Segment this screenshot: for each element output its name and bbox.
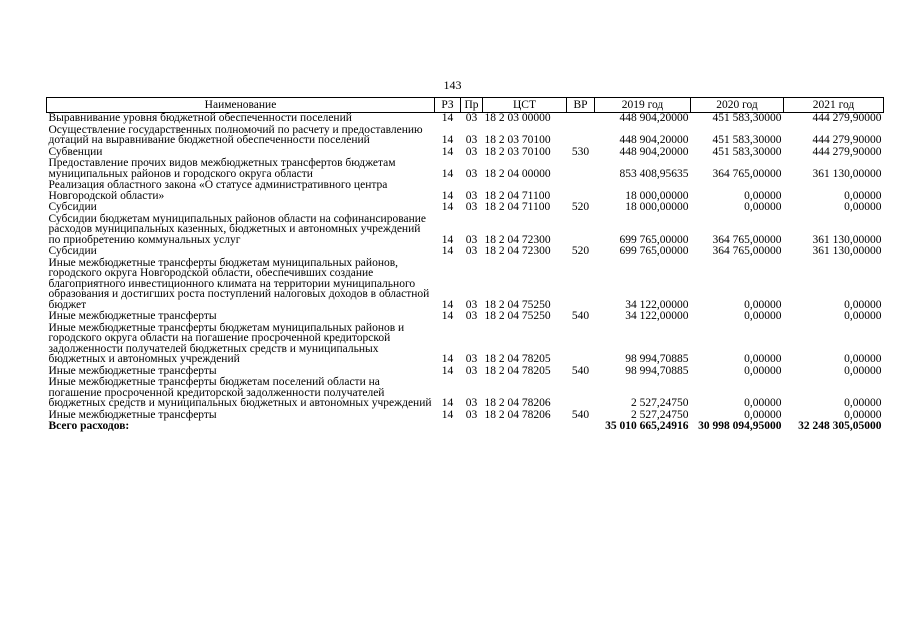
cell-vr: 540 — [571, 408, 590, 421]
budget-table — [46, 97, 884, 433]
cell-pr: 03 — [465, 201, 478, 213]
cell-2020: 451 583,30000 — [712, 134, 782, 146]
cell-2019: 853 408,95635 — [619, 167, 689, 180]
cell-2021: 444 279,90000 — [812, 145, 882, 158]
cell-pr: 03 — [465, 233, 478, 246]
cell-2021: 0,00000 — [844, 310, 882, 322]
cell-2019: 448 904,20000 — [619, 112, 689, 124]
cell-pr: 03 — [465, 408, 478, 421]
cell-2021: 444 279,90000 — [812, 112, 882, 124]
cell-cst: 18 2 04 78205 — [484, 364, 551, 377]
cell-2019: 448 904,20000 — [619, 145, 689, 158]
cell-name: Иные межбюджетные трансферты бюджетам муниципальных районов, городского округа Новгородской области, обеспечивших создание благоприятного инвестиционного климата на территории муниципального образования и достигших роста поступлений налоговых доходов в областной бюджет — [48, 256, 430, 311]
cell-vr — [567, 323, 595, 366]
cell-cst: 18 2 03 70100 — [484, 134, 551, 146]
cell-cst: 18 2 04 78205 — [484, 353, 551, 365]
cell-2021: 0,00000 — [844, 353, 882, 365]
total-2020: 30 998 094,95000 — [698, 420, 782, 432]
cell-vr: 540 — [571, 364, 590, 377]
cell-2021: 0,00000 — [844, 364, 882, 377]
cell-cst: 18 2 04 00000 — [484, 167, 551, 180]
cell-cst: 18 2 03 00000 — [484, 112, 551, 124]
cell-2019: 98 994,70885 — [625, 353, 689, 365]
total-2019: 35 010 665,24916 — [605, 420, 689, 432]
cell-vr: 530 — [571, 145, 590, 158]
header-2020: 2020 год — [691, 98, 784, 113]
cell-2021: 0,00000 — [844, 201, 882, 213]
cell-2019: 98 994,70885 — [625, 364, 689, 377]
cell-cst: 18 2 04 72300 — [484, 233, 551, 246]
cell-pr: 03 — [465, 310, 478, 322]
cell-pr: 03 — [465, 245, 478, 257]
cell-2020: 0,00000 — [744, 189, 782, 202]
cell-cst: 18 2 04 72300 — [484, 245, 551, 257]
cell-2020: 0,00000 — [744, 201, 782, 213]
cell-name: Выравнивание уровня бюджетной обеспеченности поселений — [48, 112, 352, 124]
cell-name: Иные межбюджетные трансферты — [48, 310, 217, 322]
cell-cst: 18 2 04 75250 — [484, 298, 551, 311]
cell-name: Иные межбюджетные трансферты бюджетам муниципальных районов и городского округа области на погашение просроченной кредиторской задолженности получателей бюджетных средств и муниципальных бюджетных и автономных учреждений — [48, 321, 405, 365]
cell-pr: 03 — [465, 145, 478, 158]
cell-vr: 520 — [571, 245, 590, 257]
total-2021: 32 248 305,05000 — [798, 420, 882, 432]
cell-vr — [567, 258, 595, 312]
cell-vr: 540 — [571, 310, 590, 322]
cell-2021: 0,00000 — [844, 189, 882, 202]
cell-vr — [567, 214, 595, 247]
cell-rz: 14 — [441, 233, 454, 246]
cell-2019: 2 527,24750 — [631, 408, 689, 421]
cell-2019: 34 122,00000 — [625, 310, 689, 322]
header-2021: 2021 год — [784, 98, 884, 113]
cell-name: Субвенции — [48, 145, 103, 158]
cell-2020: 0,00000 — [744, 364, 782, 377]
cell-name: Иные межбюджетные трансферты — [48, 364, 217, 377]
cell-rz: 14 — [441, 134, 454, 146]
cell-2019: 448 904,20000 — [619, 134, 689, 146]
cell-cst: 18 2 04 78206 — [484, 408, 551, 421]
cell-2020: 0,00000 — [744, 353, 782, 365]
cell-name: Реализация областного закона «О статусе административного центра Новгородской области» — [48, 179, 388, 202]
header-cst: ЦСТ — [483, 98, 567, 113]
cell-rz: 14 — [441, 189, 454, 202]
header-2019: 2019 год — [595, 98, 691, 113]
cell-2020: 364 765,00000 — [712, 245, 782, 257]
table-row — [47, 214, 884, 247]
cell-2020: 364 765,00000 — [712, 233, 782, 246]
cell-vr — [567, 158, 595, 180]
cell-2019: 18 000,00000 — [625, 201, 689, 213]
cell-rz: 14 — [441, 310, 454, 322]
cell-2019: 699 765,00000 — [619, 245, 689, 257]
cell-pr: 03 — [465, 112, 478, 124]
cell-rz: 14 — [441, 167, 454, 180]
cell-name: Субсидии — [48, 201, 97, 213]
cell-pr: 03 — [465, 298, 478, 311]
table-row — [47, 377, 884, 410]
cell-2020: 0,00000 — [744, 310, 782, 322]
table-row — [47, 158, 884, 180]
table-row — [47, 246, 884, 258]
cell-rz: 14 — [441, 298, 454, 311]
cell-2020: 451 583,30000 — [712, 112, 782, 124]
header-rz: РЗ — [435, 98, 461, 113]
cell-pr: 03 — [465, 189, 478, 202]
cell-cst: 18 2 04 71100 — [484, 201, 551, 213]
cell-vr — [567, 125, 595, 147]
cell-vr — [567, 113, 595, 125]
cell-rz: 14 — [441, 353, 454, 365]
table-header-row — [47, 98, 884, 113]
cell-cst: 18 2 04 75250 — [484, 310, 551, 322]
cell-name: Предоставление прочих видов межбюджетных трансфертов бюджетам муниципальных районов и городского округа области — [48, 157, 396, 180]
cell-2021: 0,00000 — [844, 397, 882, 409]
cell-2021: 361 130,00000 — [812, 245, 882, 257]
table-body — [47, 113, 884, 433]
cell-rz: 14 — [441, 397, 454, 409]
cell-pr: 03 — [465, 167, 478, 180]
cell-2021: 0,00000 — [844, 408, 882, 421]
header-pr: Пр — [461, 98, 483, 113]
cell-2021: 361 130,00000 — [812, 167, 882, 180]
cell-name: Осуществление государственных полномочий по расчету и предоставлению дотаций на выравнивание бюджетной обеспеченности поселений — [48, 123, 423, 146]
table-row — [47, 180, 884, 202]
page-number: 143 — [443, 78, 462, 92]
header-name: Наименование — [47, 98, 435, 113]
cell-rz: 14 — [441, 145, 454, 158]
cell-name: Субсидии бюджетам муниципальных районов области на софинансирование расходов муниципальных казенных, бюджетных и автономных учреждений по приобретению коммунальных услуг — [48, 212, 426, 246]
table-row — [47, 311, 884, 323]
cell-name: Иные межбюджетные трансферты бюджетам поселений области на погашение просроченной кредиторской задолженности получателей бюджетных средств и муниципальных бюджетных и автономных учреждений — [48, 376, 432, 409]
cell-2019: 2 527,24750 — [631, 397, 689, 409]
cell-2020: 451 583,30000 — [712, 145, 782, 158]
cell-vr — [567, 180, 595, 202]
cell-rz: 14 — [441, 245, 454, 257]
cell-name: Иные межбюджетные трансферты — [48, 408, 217, 421]
table-row — [47, 258, 884, 312]
table-row — [47, 125, 884, 147]
cell-cst: 18 2 04 78206 — [484, 397, 551, 409]
cell-rz: 14 — [441, 364, 454, 377]
cell-vr: 520 — [571, 201, 590, 213]
cell-rz: 14 — [441, 112, 454, 124]
cell-pr: 03 — [465, 134, 478, 146]
header-vr: ВР — [567, 98, 595, 113]
cell-pr: 03 — [465, 364, 478, 377]
cell-2019: 699 765,00000 — [619, 233, 689, 246]
table-row — [47, 323, 884, 366]
cell-rz: 14 — [441, 201, 454, 213]
cell-2020: 0,00000 — [744, 408, 782, 421]
cell-2021: 444 279,90000 — [812, 134, 882, 146]
cell-rz: 14 — [441, 408, 454, 421]
cell-cst: 18 2 04 71100 — [484, 189, 551, 202]
cell-vr — [567, 377, 595, 410]
cell-name: Субсидии — [48, 245, 97, 257]
cell-2020: 364 765,00000 — [712, 167, 782, 180]
table-row — [47, 202, 884, 214]
cell-2019: 18 000,00000 — [625, 189, 689, 202]
total-label: Всего расходов: — [48, 420, 130, 432]
total-row — [47, 421, 884, 433]
cell-2020: 0,00000 — [744, 298, 782, 311]
cell-2019: 34 122,00000 — [625, 298, 689, 311]
cell-cst: 18 2 03 70100 — [484, 145, 551, 158]
table-row — [47, 113, 884, 125]
cell-2020: 0,00000 — [744, 397, 782, 409]
cell-pr: 03 — [465, 353, 478, 365]
cell-2021: 0,00000 — [844, 298, 882, 311]
cell-2021: 361 130,00000 — [812, 233, 882, 246]
cell-pr: 03 — [465, 397, 478, 409]
